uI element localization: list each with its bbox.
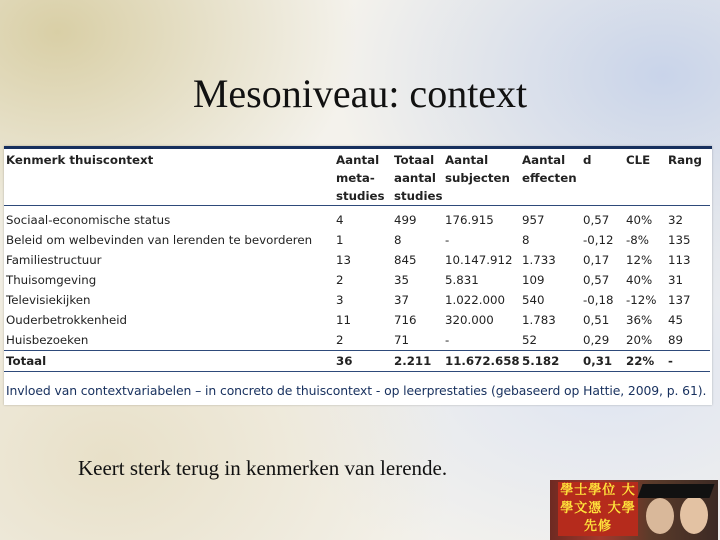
- table-cell: 320.000: [445, 313, 494, 327]
- table-cell: 37: [394, 293, 410, 307]
- table-cell: 109: [522, 273, 545, 287]
- body-text: Keert sterk terug in kenmerken van lerende.: [78, 456, 448, 480]
- table-cell: 499: [394, 213, 417, 227]
- table-cell: -0,12: [583, 233, 614, 247]
- table-row: [4, 250, 710, 270]
- table-cell: 957: [522, 213, 545, 227]
- table-cell: 35: [394, 273, 410, 287]
- table-cell: 52: [522, 333, 538, 347]
- table-cell: 36%: [626, 313, 653, 327]
- graduates-photo: [550, 480, 718, 540]
- table-cell: 5.831: [445, 273, 479, 287]
- table-cell: Thuisomgeving: [6, 273, 97, 287]
- table-header-row: [4, 151, 710, 206]
- results-table: [4, 151, 710, 372]
- table-cell: 135: [668, 233, 691, 247]
- table-cell: 0,57: [583, 273, 610, 287]
- table-cell: 8: [394, 233, 402, 247]
- table-total-cell: Totaal: [4, 351, 334, 372]
- table-cell: Beleid om welbevinden van lerenden te bevorderen: [6, 233, 313, 247]
- table-total-cell: 11.672.658: [443, 351, 520, 372]
- table-cell: 4: [336, 213, 344, 227]
- table-cell: Ouderbetrokkenheid: [6, 313, 128, 327]
- table-cell: Huisbezoeken: [6, 333, 89, 347]
- table-cell: 12%: [626, 253, 653, 267]
- header-line: effecten: [522, 171, 577, 185]
- table-cell: 137: [668, 293, 691, 307]
- table-cell: 0,51: [583, 313, 610, 327]
- table-cell: 1: [336, 233, 344, 247]
- graduate-face-left: [646, 498, 674, 534]
- table-cell: 0,57: [583, 213, 610, 227]
- header-line: aantal: [394, 171, 436, 185]
- table-total-cell: 5.182: [520, 351, 581, 372]
- table-row: [4, 310, 710, 330]
- table-cell: 2: [336, 273, 344, 287]
- table-total-cell: -: [666, 351, 710, 372]
- table-cell: Sociaal-economische status: [6, 213, 171, 227]
- graduate-face-right: [680, 496, 708, 534]
- table-row: [4, 330, 710, 351]
- table-row: [4, 206, 710, 231]
- table-header-cell: [4, 151, 334, 206]
- table-total-cell: 2.211: [392, 351, 443, 372]
- table-cell: 71: [394, 333, 410, 347]
- table-total-cell: 22%: [624, 351, 666, 372]
- header-line: studies: [336, 189, 385, 203]
- header-line: Kenmerk thuiscontext: [6, 153, 154, 167]
- table-cell: 8: [522, 233, 530, 247]
- header-line: Totaal: [394, 153, 435, 167]
- table-cell: 0,17: [583, 253, 610, 267]
- table-cell: 40%: [626, 273, 653, 287]
- table-caption: Invloed van contextvariabelen – in concreto de thuiscontext - op leerprestaties (gebaseerd op Hattie, 2009, p. 61).: [6, 383, 707, 398]
- table-cell: -: [445, 233, 450, 247]
- table-header-cell: [443, 151, 520, 206]
- header-line: Aantal: [522, 153, 566, 167]
- table-cell: -0,18: [583, 293, 614, 307]
- table-cell: 3: [336, 293, 344, 307]
- graduation-cap: [637, 484, 714, 498]
- table-header-cell: [334, 151, 392, 206]
- table-cell: 11: [336, 313, 352, 327]
- table-header-cell: [581, 151, 624, 206]
- table-cell: 845: [394, 253, 417, 267]
- table-cell: 176.915: [445, 213, 494, 227]
- table-header-cell: [624, 151, 666, 206]
- table-row: [4, 270, 710, 290]
- table-cell: 10.147.912: [445, 253, 513, 267]
- table-cell: 1.783: [522, 313, 556, 327]
- table-row: [4, 230, 710, 250]
- table-cell: 31: [668, 273, 684, 287]
- header-line: CLE: [626, 153, 651, 167]
- table-cell: 45: [668, 313, 684, 327]
- header-line: Rang: [668, 153, 702, 167]
- table-header-cell: [666, 151, 710, 206]
- table-header-cell: [520, 151, 581, 206]
- table-cell: 1.022.000: [445, 293, 506, 307]
- table-cell: -12%: [626, 293, 657, 307]
- table-top-rule: [4, 146, 712, 149]
- photo-banner: 學士學位 大學文憑 大學先修: [558, 482, 638, 536]
- slide-title: Mesoniveau: context: [192, 71, 528, 116]
- table-header-cell: [392, 151, 443, 206]
- table-row: [4, 290, 710, 310]
- table-cell: Televisiekijken: [6, 293, 91, 307]
- table-cell: 32: [668, 213, 684, 227]
- table-total-cell: 36: [334, 351, 392, 372]
- table-cell: Familiestructuur: [6, 253, 102, 267]
- header-line: meta-: [336, 171, 375, 185]
- table-cell: 1.733: [522, 253, 556, 267]
- table-total-row: [4, 351, 710, 372]
- table-cell: -8%: [626, 233, 649, 247]
- header-line: subjecten: [445, 171, 510, 185]
- header-line: Aantal: [445, 153, 489, 167]
- table-cell: 89: [668, 333, 684, 347]
- header-line: d: [583, 153, 592, 167]
- table-total-cell: 0,31: [581, 351, 624, 372]
- table-cell: 40%: [626, 213, 653, 227]
- table-cell: 540: [522, 293, 545, 307]
- table-cell: 20%: [626, 333, 653, 347]
- results-table-panel: [4, 146, 712, 405]
- table-cell: 716: [394, 313, 417, 327]
- header-line: Aantal: [336, 153, 380, 167]
- table-cell: 2: [336, 333, 344, 347]
- table-cell: 13: [336, 253, 352, 267]
- header-line: studies: [394, 189, 443, 203]
- table-cell: 0,29: [583, 333, 610, 347]
- table-cell: 113: [668, 253, 691, 267]
- table-cell: -: [445, 333, 450, 347]
